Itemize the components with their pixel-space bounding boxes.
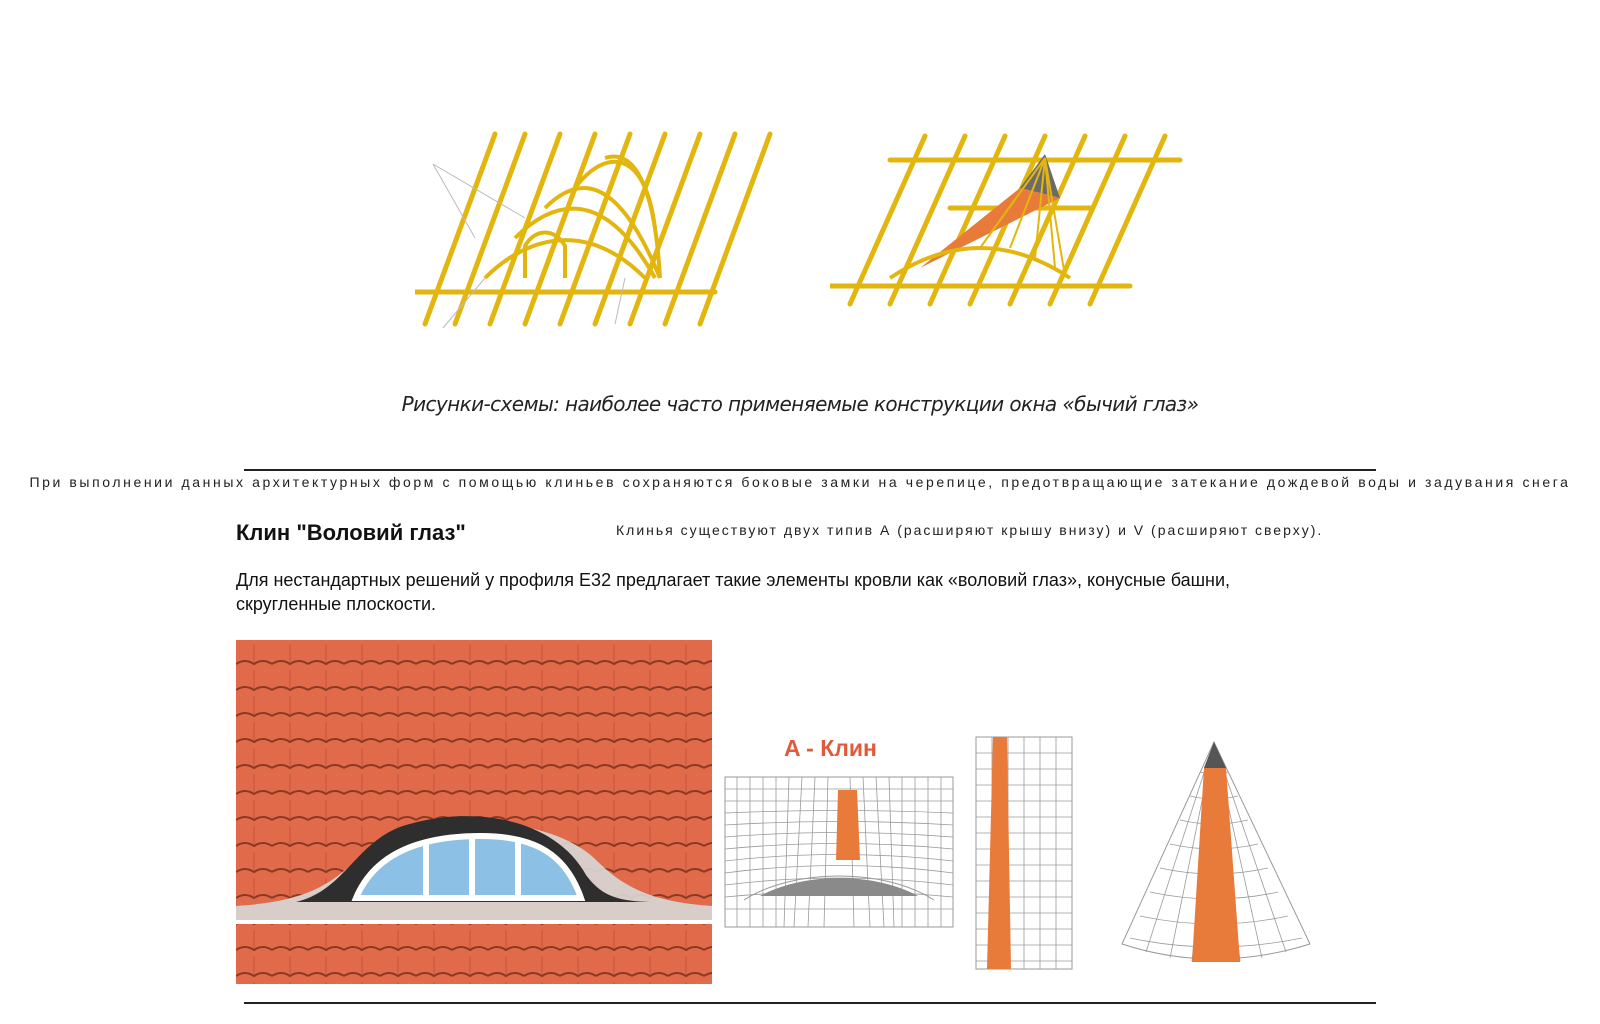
straight-wedge-grid-figure <box>975 736 1085 972</box>
rafter <box>525 134 595 324</box>
notice-text: При выполнении данных архитектурных форм с помощью клиньев сохраняются боковые замки на черепице, предотвращающие затекание дождевой воды и задувания снега <box>29 474 1571 490</box>
rafter <box>665 134 735 324</box>
divider-bottom <box>244 1002 1376 1004</box>
a-wedge-grid-figure <box>724 776 954 928</box>
eyebrow-window-photo <box>236 640 712 984</box>
divider-top <box>244 469 1376 471</box>
dormer-cone <box>890 154 1070 278</box>
rafter <box>455 134 525 324</box>
wedge-strip <box>836 790 860 860</box>
a-wedge-label: A - Клин <box>784 735 877 761</box>
rafter <box>850 136 925 304</box>
rafter <box>700 134 770 324</box>
eyebrow-frame-diagram-right <box>830 128 1210 368</box>
cone-wedge-grid-figure <box>1118 738 1324 974</box>
section-description: Для нестандартных решений у профиля Е32 предлагает такие элементы кровли как «воловий глаз», конусные башни, скругленные плоскости. <box>236 570 1231 614</box>
eyebrow-frame-diagram-left <box>415 128 785 368</box>
cone-tip <box>1204 742 1226 768</box>
wedge-types-note: Клинья существуют двух типив А (расширяют крышу внизу) и V (расширяют сверху). <box>616 522 1324 538</box>
rafter <box>630 134 700 324</box>
figure-caption: Рисунки-схемы: наиболее часто применяемые конструкции окна «бычий глаз» <box>401 392 1199 416</box>
lower-roof-tiles <box>236 922 712 984</box>
section-title: Клин "Воловий глаз" <box>236 520 466 545</box>
rafter <box>425 134 495 324</box>
